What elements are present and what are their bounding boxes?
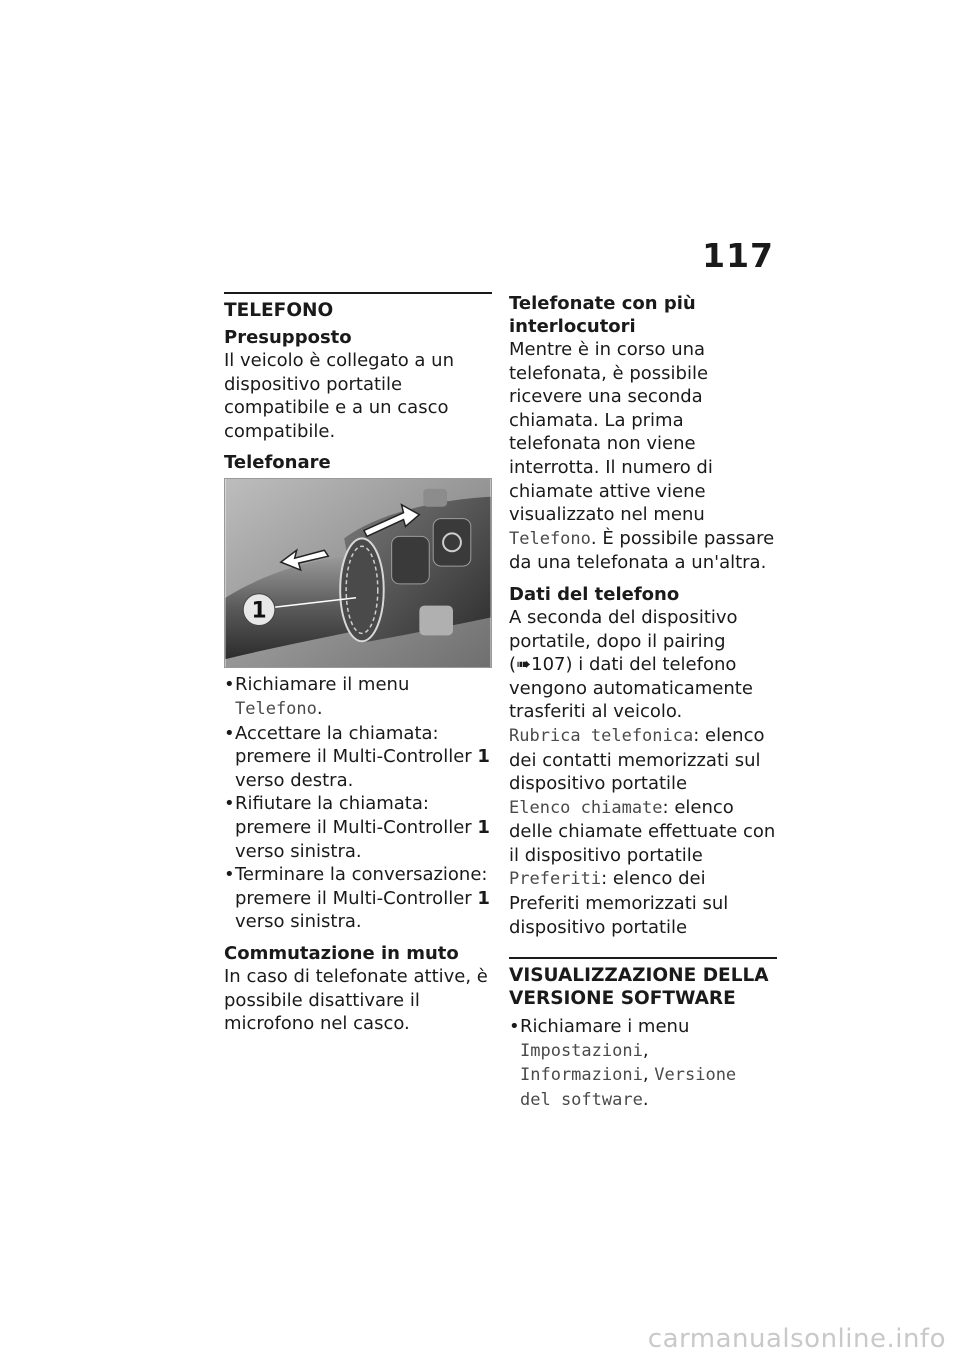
mute-text: In caso di telefonate attive, è possibile disattivare il microfono nel casco. [224, 965, 488, 1035]
call-title: Telefonare [224, 452, 331, 474]
list-item: • Terminare la conversazione: premere il Multi-Controller 1 verso sinistra. [224, 864, 490, 933]
mute-title: Commutazione in muto [224, 942, 459, 964]
software-bullet-list [509, 1015, 777, 1112]
list-item: • Accettare la chiamata: premere il Multi-Controller 1 verso destra. [224, 722, 490, 791]
call-bullet-list [224, 673, 492, 934]
arrow-ref-icon: ➠ [516, 654, 532, 676]
left-column [224, 292, 492, 1036]
section-title-software: VISUALIZZAZIONE DELLA VERSIONE SOFTWARE [509, 957, 777, 1010]
list-item: • Rifiutare la chiamata: premere il Multi-Controller 1 verso sinistra. [224, 793, 490, 862]
handlebar-controller-photo [224, 478, 492, 668]
phone-data-title: Dati del telefono [509, 583, 680, 605]
prereq-text: Il veicolo è collegato a un dispositivo portatile compatibile e a un casco compatibile. [224, 350, 455, 442]
list-item: • Richiamare il menu Telefono. [224, 674, 410, 719]
favorites-entry: Preferiti: elenco dei Preferiti memorizzati sul dispositivo portatile [509, 868, 729, 938]
page-reference: 107 [531, 654, 566, 676]
page-number: 117 [702, 236, 774, 275]
multi-call-title: Telefonate con più interlocutori [509, 293, 696, 337]
phonebook-entry: Rubrica telefonica: elenco dei contatti memorizzati sul dispositivo portatile [509, 724, 765, 795]
prereq-title: Presupposto [224, 327, 352, 348]
watermark: carmanualsonline.info [647, 1324, 946, 1354]
figure-label: 1 [251, 598, 267, 624]
list-item: • Richiamare i menu Impostazioni, Informazioni, Versione del software. [509, 1016, 737, 1111]
calllist-entry: Elenco chiamate: elenco delle chiamate effettuate con il dispositivo portatile [509, 796, 776, 866]
right-column [509, 292, 777, 1113]
multi-call-text: Mentre è in corso una telefonata, è possibile ricevere una seconda chiamata. La prima telefonata non viene interrotta. Il numero di chiamate attive viene visualizzato nel menu Telefono. È possibile passare da una telefonata a un'altra. [509, 339, 775, 574]
section-title-telefono: TELEFONO [224, 292, 492, 322]
phone-data-text: A seconda del dispositivo portatile, dopo il pairing (➠107) i dati del telefono vengono automaticamente trasferiti al veicolo. [509, 606, 753, 723]
